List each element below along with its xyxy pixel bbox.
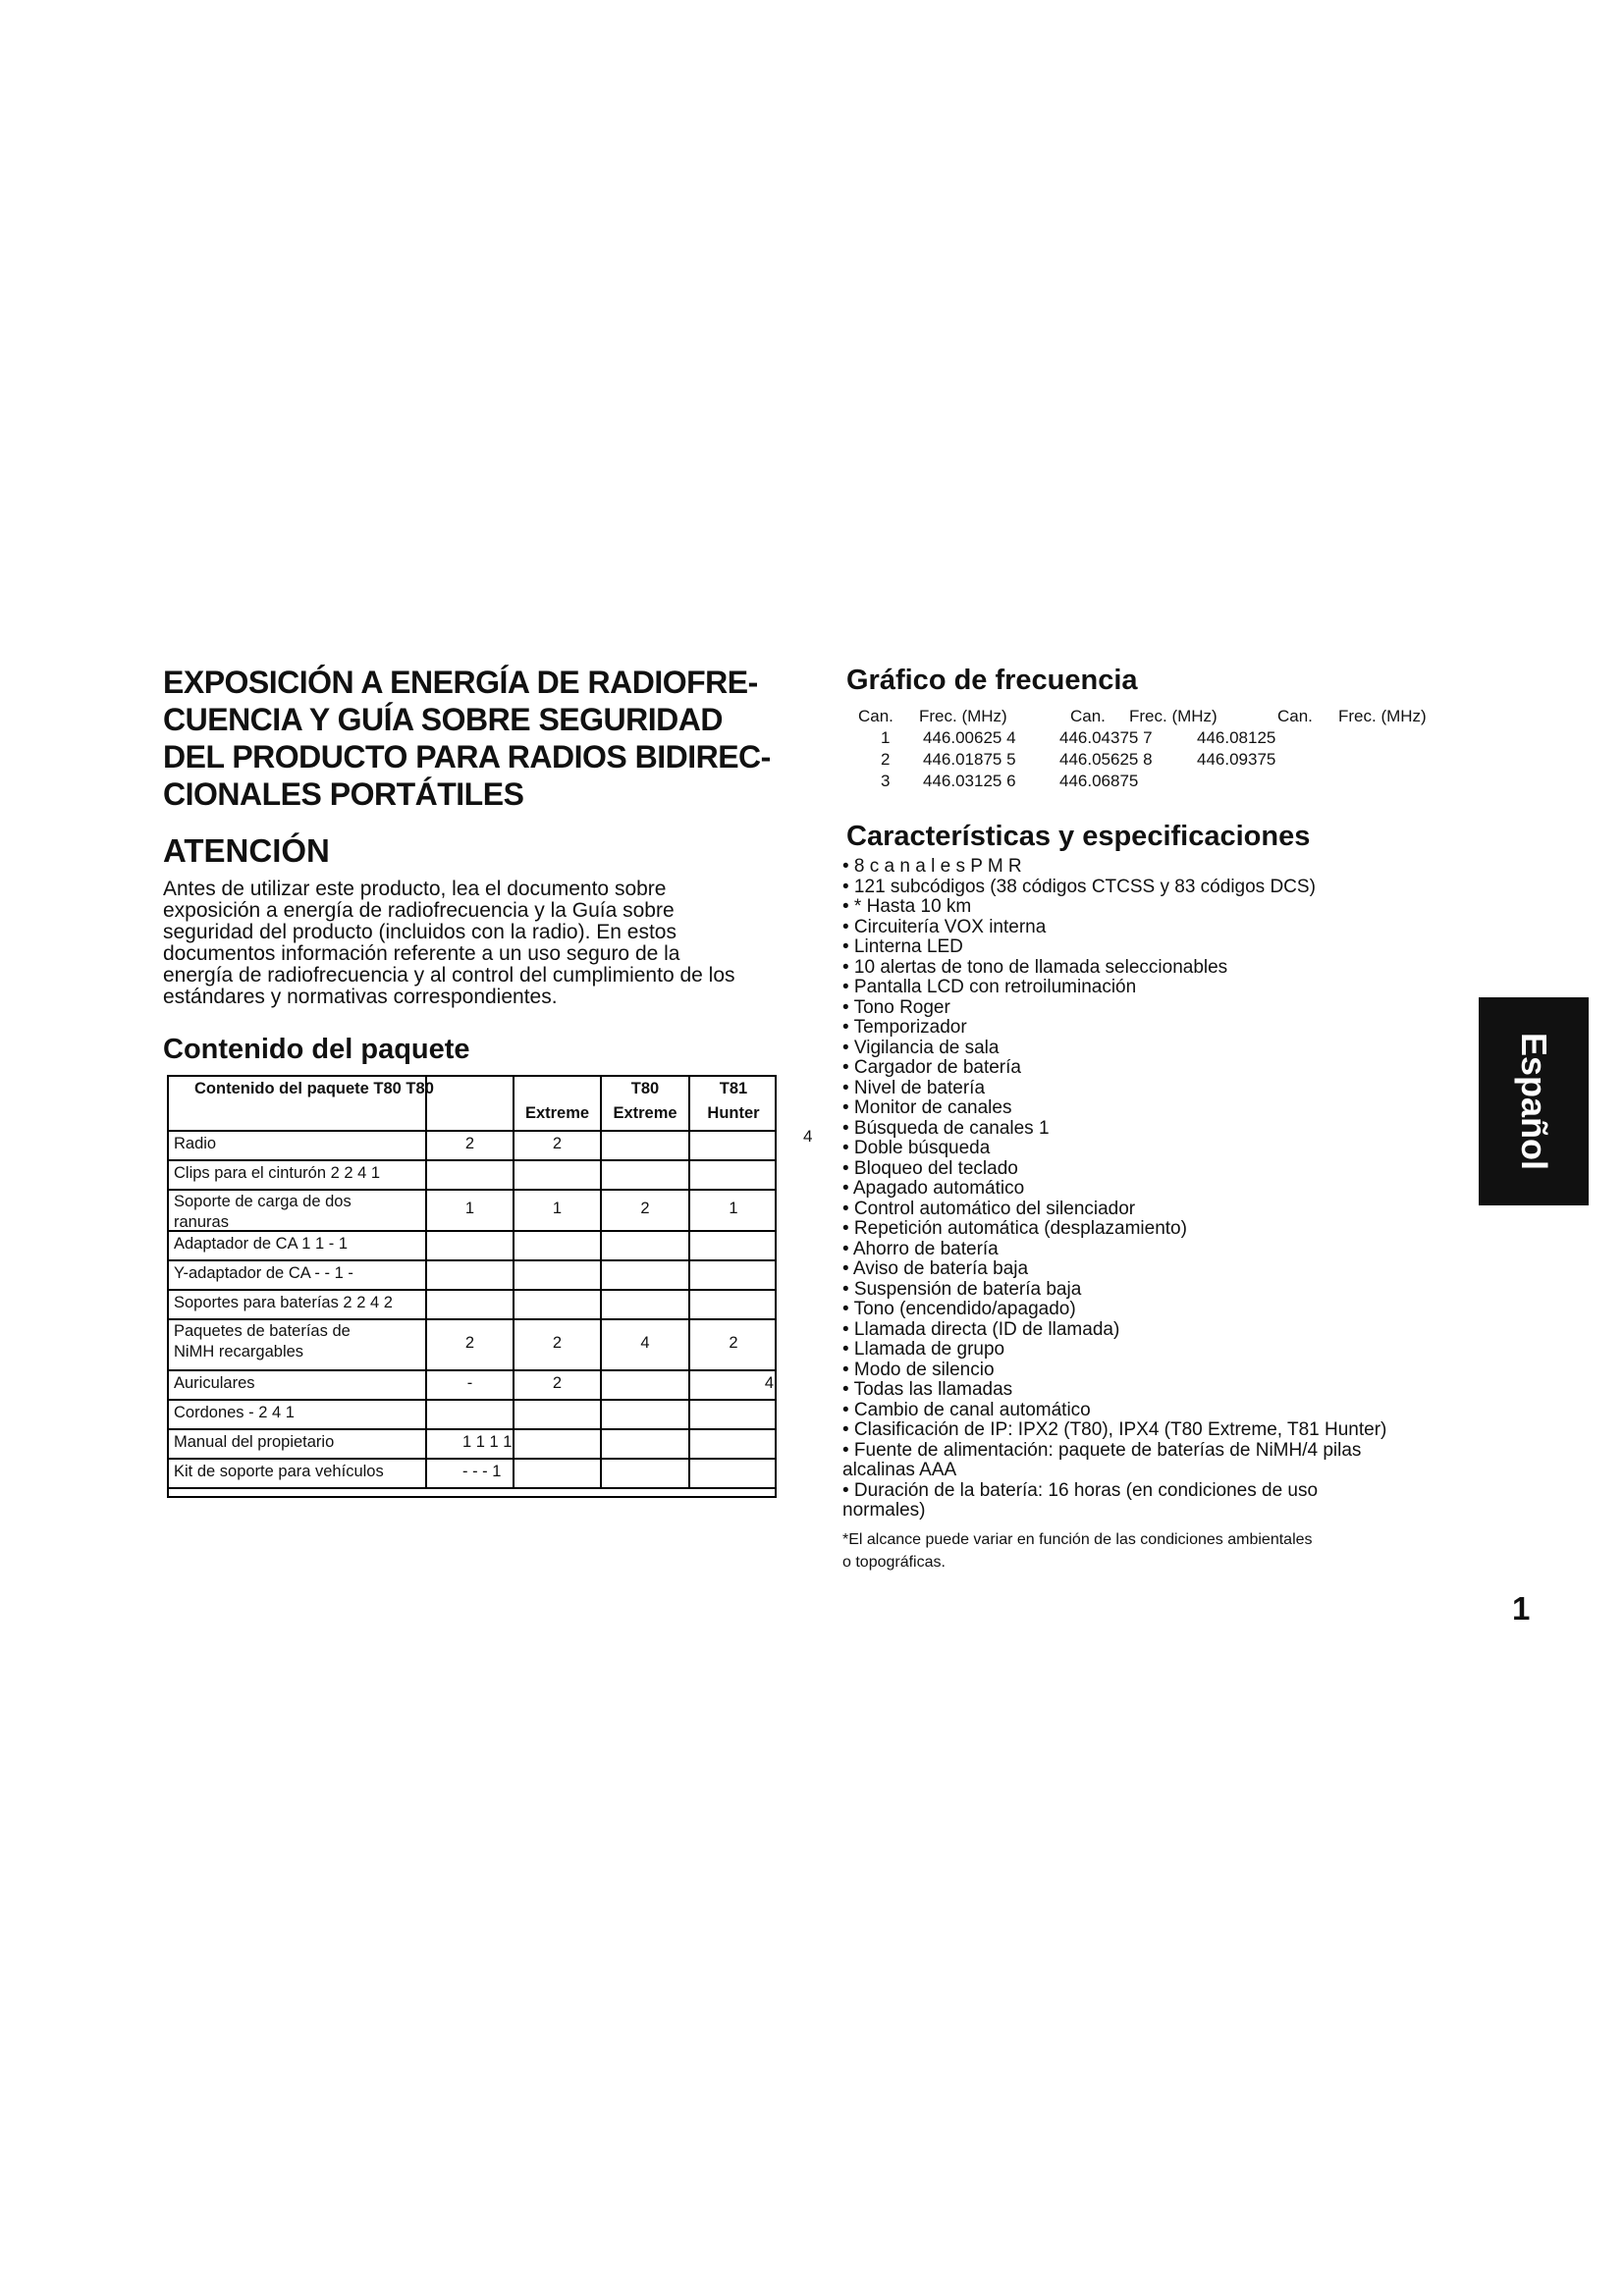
table-cell	[427, 1161, 514, 1189]
table-cell	[427, 1291, 514, 1318]
spec-item: • Aviso de batería baja	[842, 1258, 1029, 1279]
table-cell	[602, 1232, 690, 1259]
table-value: 4	[764, 1374, 774, 1392]
spec-item: • Circuitería VOX interna	[842, 916, 1047, 937]
spec-item: • Cargador de batería	[842, 1057, 1021, 1078]
table-cell	[514, 1401, 602, 1428]
freq-cell: 446.09375	[1197, 750, 1276, 769]
note-line: o topográficas.	[842, 1554, 946, 1571]
table-cell	[169, 1460, 427, 1487]
freq-header: Frec. (MHz)	[1129, 707, 1218, 725]
freq-cell: 2	[881, 750, 891, 769]
spec-item: • Búsqueda de canales 1	[842, 1117, 1050, 1139]
freq-cell: 1	[881, 728, 891, 747]
spec-item: • * Hasta 10 km	[842, 896, 972, 917]
table-row	[169, 1077, 775, 1132]
table-row-label: Y-adaptador de CA - - 1 -	[174, 1264, 353, 1282]
atencion-line: Antes de utilizar este producto, lea el documento sobre	[163, 878, 667, 900]
table-row-label: Soportes para baterías 2 2 4 2	[174, 1294, 393, 1311]
contenido-heading: Contenido del paquete	[163, 1034, 470, 1065]
table-value: 2	[552, 1334, 563, 1352]
table-cell	[169, 1401, 427, 1428]
table-cell	[514, 1261, 602, 1289]
main-title-line: CUENCIA Y GUÍA SOBRE SEGURIDAD	[163, 702, 723, 737]
table-cell	[169, 1232, 427, 1259]
table-cell	[514, 1460, 602, 1487]
table-cell	[427, 1261, 514, 1289]
table-header-label: T81	[719, 1080, 748, 1097]
table-cell	[169, 1320, 427, 1369]
table-header-label: T80	[630, 1080, 660, 1097]
table-row-label: Radio	[174, 1135, 217, 1152]
table-cell	[602, 1261, 690, 1289]
table-row	[169, 1161, 775, 1191]
table-cell	[690, 1161, 777, 1189]
table-row-label: Kit de soporte para vehículos	[174, 1463, 384, 1480]
table-value: 2	[464, 1334, 475, 1352]
spec-item: • 10 alertas de tono de llamada seleccionables	[842, 956, 1228, 978]
caracteristicas-heading: Características y especificaciones	[846, 821, 1311, 852]
table-cell	[602, 1401, 690, 1428]
spec-item: • Control automático del silenciador	[842, 1198, 1136, 1219]
table-cell	[514, 1371, 602, 1399]
table-cell	[690, 1460, 777, 1487]
spec-item: • Temporizador	[842, 1017, 967, 1038]
frequency-table	[858, 706, 1447, 794]
freq-cell: 3	[881, 772, 891, 790]
table-row-label: Soporte de carga de dos	[174, 1193, 352, 1210]
table-cell	[427, 1430, 514, 1458]
table-row-label: Manual del propietario	[174, 1433, 335, 1451]
table-cell	[514, 1161, 602, 1189]
table-cell	[602, 1161, 690, 1189]
language-tab-label: Español	[1514, 1032, 1554, 1171]
freq-header: Frec. (MHz)	[919, 707, 1007, 725]
atencion-line: estándares y normativas correspondientes.	[163, 986, 558, 1008]
table-cell	[169, 1077, 434, 1130]
spec-item: • Suspensión de batería baja	[842, 1278, 1082, 1300]
table-row	[169, 1320, 775, 1371]
atencion-line: seguridad del producto (incluidos con la radio). En estos	[163, 921, 677, 943]
table-value: - - - 1	[462, 1463, 502, 1480]
main-title-line: CIONALES PORTÁTILES	[163, 776, 524, 812]
table-cell	[427, 1320, 514, 1369]
table-cell	[602, 1077, 690, 1130]
stray-number: 4	[803, 1127, 813, 1146]
table-row	[169, 1460, 775, 1489]
spec-item: • Bloqueo del teclado	[842, 1157, 1018, 1179]
spec-item: • Cambio de canal automático	[842, 1399, 1091, 1420]
spec-item: • Modo de silencio	[842, 1359, 995, 1380]
table-cell	[169, 1430, 427, 1458]
table-row-label: Clips para el cinturón 2 2 4 1	[174, 1164, 381, 1182]
freq-cell: 446.05625 8	[1059, 750, 1153, 769]
table-cell	[427, 1460, 514, 1487]
freq-cell: 446.04375 7	[1059, 728, 1153, 747]
table-header-label: Contenido del paquete T80 T80	[194, 1080, 434, 1097]
table-header-label: Extreme	[613, 1104, 677, 1122]
table-value: 1	[552, 1200, 563, 1217]
spec-item: • Monitor de canales	[842, 1097, 1012, 1118]
table-value: 2	[552, 1374, 563, 1392]
table-cell	[514, 1132, 602, 1159]
table-row-label: Adaptador de CA 1 1 - 1	[174, 1235, 349, 1253]
table-value: 2	[464, 1135, 475, 1152]
freq-cell: 446.06875	[1059, 772, 1139, 790]
atencion-line: documentos información referente a un uso seguro de la	[163, 942, 680, 965]
table-cell	[514, 1291, 602, 1318]
table-cell	[690, 1191, 777, 1230]
table-value: 1 1 1 1	[462, 1433, 513, 1451]
table-cell	[602, 1191, 690, 1230]
table-cell	[690, 1232, 777, 1259]
spec-item: • Doble búsqueda	[842, 1138, 991, 1158]
freq-cell: 446.08125	[1197, 728, 1276, 747]
table-cell	[602, 1460, 690, 1487]
table-value: 4	[640, 1334, 650, 1352]
table-cell	[690, 1291, 777, 1318]
package-table	[167, 1075, 777, 1498]
table-cell	[169, 1371, 427, 1399]
note-line: *El alcance puede variar en función de las condiciones ambientales	[842, 1531, 1313, 1548]
table-cell	[427, 1401, 514, 1428]
table-value: 1	[729, 1200, 738, 1217]
table-cell	[514, 1430, 602, 1458]
table-cell	[514, 1191, 602, 1230]
spec-item: • Ahorro de batería	[842, 1238, 999, 1259]
spec-item: • Fuente de alimentación: paquete de baterías de NiMH/4 pilas	[842, 1439, 1362, 1461]
spec-item: • Clasificación de IP: IPX2 (T80), IPX4 (T80 Extreme, T81 Hunter)	[842, 1419, 1387, 1440]
main-title-line: DEL PRODUCTO PARA RADIOS BIDIREC-	[163, 739, 771, 774]
freq-header: Can.	[858, 707, 893, 725]
table-cell	[690, 1320, 777, 1369]
table-row-label: NiMH recargables	[174, 1343, 304, 1361]
language-tab	[1479, 997, 1589, 1205]
table-cell	[427, 1191, 514, 1230]
freq-cell: 446.01875 5	[923, 750, 1016, 769]
spec-item: • Todas las llamadas	[842, 1379, 1013, 1400]
table-cell	[514, 1232, 602, 1259]
freq-header: Frec. (MHz)	[1338, 707, 1427, 725]
table-header-label: Hunter	[707, 1104, 760, 1122]
table-cell	[602, 1132, 690, 1159]
spec-item: • 121 subcódigos (38 códigos CTCSS y 83 códigos DCS)	[842, 876, 1316, 897]
table-row-label: Paquetes de baterías de	[174, 1322, 351, 1340]
atencion-body	[163, 879, 791, 1008]
table-row	[169, 1430, 775, 1460]
table-value: 1	[464, 1200, 475, 1217]
spec-item: • Tono (encendido/apagado)	[842, 1299, 1076, 1319]
table-row-label: ranuras	[174, 1213, 229, 1231]
table-cell	[514, 1320, 602, 1369]
freq-header: Can.	[1277, 707, 1313, 725]
table-cell	[514, 1077, 602, 1130]
spec-item: • Vigilancia de sala	[842, 1037, 1000, 1058]
table-cell	[427, 1232, 514, 1259]
table-cell	[690, 1371, 777, 1399]
spec-item: • Tono Roger	[842, 996, 950, 1018]
range-note	[842, 1528, 1313, 1574]
table-cell	[602, 1430, 690, 1458]
table-row-label: Cordones - 2 4 1	[174, 1404, 295, 1421]
spec-item: • Apagado automático	[842, 1178, 1025, 1199]
atencion-line: exposición a energía de radiofrecuencia y la Guía sobre	[163, 899, 675, 922]
spec-item: • Pantalla LCD con retroiluminación	[842, 977, 1137, 997]
spec-item: • Repetición automática (desplazamiento)	[842, 1218, 1187, 1239]
atencion-heading: ATENCIÓN	[163, 832, 330, 869]
table-cell	[602, 1371, 690, 1399]
table-row	[169, 1371, 775, 1401]
table-cell	[169, 1291, 427, 1318]
main-title	[163, 664, 791, 813]
table-cell	[427, 1077, 514, 1130]
atencion-line: energía de radiofrecuencia y al control del cumplimiento de los	[163, 964, 735, 987]
table-row	[169, 1232, 775, 1261]
table-cell	[690, 1430, 777, 1458]
table-cell	[169, 1132, 427, 1159]
page-number: 1	[1512, 1590, 1531, 1627]
spec-item: normales)	[842, 1500, 926, 1521]
table-row-label: Auriculares	[174, 1374, 255, 1392]
table-row	[169, 1191, 775, 1232]
table-value: 2	[640, 1200, 650, 1217]
table-header-label: Extreme	[524, 1104, 590, 1122]
table-cell	[690, 1401, 777, 1428]
table-cell	[690, 1077, 777, 1130]
table-value: 2	[729, 1334, 738, 1352]
spec-item: • Llamada directa (ID de llamada)	[842, 1318, 1120, 1340]
table-cell	[690, 1261, 777, 1289]
freq-cell: 446.00625 4	[923, 728, 1016, 747]
spec-item: • Linterna LED	[842, 936, 963, 957]
table-cell	[602, 1291, 690, 1318]
main-title-line: EXPOSICIÓN A ENERGÍA DE RADIOFRE-	[163, 665, 758, 700]
table-value: 2	[552, 1135, 563, 1152]
table-cell	[169, 1261, 427, 1289]
spec-item: • Llamada de grupo	[842, 1339, 1005, 1360]
table-cell	[690, 1132, 777, 1159]
grafico-heading: Gráfico de frecuencia	[846, 665, 1138, 696]
freq-cell: 446.03125 6	[923, 772, 1016, 790]
table-cell	[427, 1371, 514, 1399]
table-cell	[169, 1191, 427, 1230]
table-row	[169, 1132, 775, 1161]
table-cell	[427, 1132, 514, 1159]
spec-item: • Nivel de batería	[842, 1077, 986, 1098]
table-cell	[602, 1320, 690, 1369]
spec-item: alcalinas AAA	[842, 1460, 957, 1480]
freq-header: Can.	[1070, 707, 1106, 725]
table-cell	[169, 1161, 427, 1189]
table-row	[169, 1291, 775, 1320]
spec-item: • 8 c a n a l e s P M R	[842, 856, 1022, 877]
specs-list	[842, 857, 1386, 1522]
table-row	[169, 1401, 775, 1430]
spec-item: • Duración de la batería: 16 horas (en condiciones de uso	[842, 1479, 1319, 1501]
table-row	[169, 1261, 775, 1291]
table-value: -	[466, 1374, 473, 1392]
